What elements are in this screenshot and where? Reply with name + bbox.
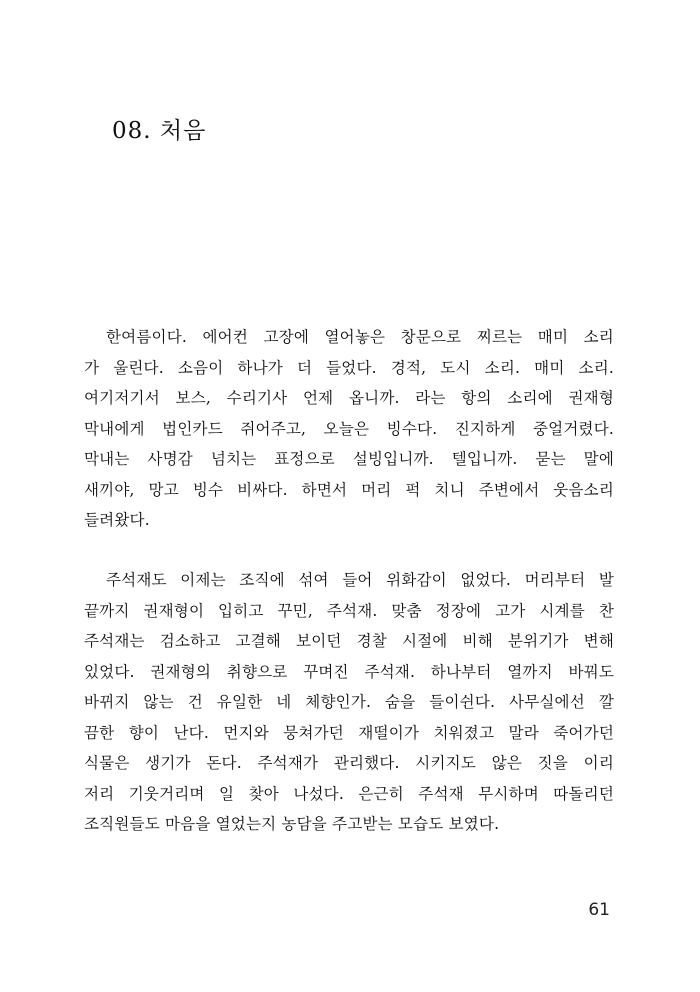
text-line: 바뀌지 않는 건 유일한 네 체향인가. 숨을 들이쉰다. 사무실에선 깔 xyxy=(84,693,614,711)
text-line: 막내는 사명감 넘치는 표정으로 설빙입니까. 텔입니까. 묻는 말에 xyxy=(84,450,614,468)
text-line: 식물은 생기가 돈다. 주석재가 관리했다. 시키지도 않은 짓을 이리 xyxy=(84,754,614,772)
chapter-title: 08. 처음 xyxy=(112,118,207,144)
text-line: 끝까지 권재형이 입히고 꾸민, 주석재. 맞춤 정장에 고가 시계를 찬 xyxy=(84,601,614,620)
text-line: 주석재도 이제는 조직에 섞여 들어 위화감이 없었다. 머리부터 발 xyxy=(106,571,614,589)
text-line: 있었다. 권재형의 취향으로 꾸며진 주석재. 하나부터 열까지 바꿔도 xyxy=(84,662,614,681)
text-line: 가 울린다. 소음이 하나가 더 들었다. 경적, 도시 소리. 매미 소리. xyxy=(84,358,614,377)
text-line: 막내에게 법인카드 쥐어주고, 오늘은 빙수다. 진지하게 중얼거렸다. xyxy=(84,419,614,438)
text-line: 들려왔다. xyxy=(84,511,150,529)
text-line: 저리 기웃거리며 일 찾아 나섰다. 은근히 주석재 무시하며 따돌리던 xyxy=(84,784,614,803)
text-line: 주석재는 검소하고 고결해 보이던 경찰 시절에 비해 분위기가 변해 xyxy=(84,632,614,650)
page-number: 61 xyxy=(588,900,610,920)
text-line: 한여름이다. 에어컨 고장에 열어놓은 창문으로 찌르는 매미 소리 xyxy=(106,328,614,346)
paragraph-1 xyxy=(84,322,614,536)
text-line: 새끼야, 망고 빙수 비싸다. 하면서 머리 퍽 치니 주변에서 웃음소리 xyxy=(84,480,614,499)
paragraph-2 xyxy=(84,565,614,840)
text-line: 끔한 향이 난다. 먼지와 뭉쳐가던 재떨이가 치워졌고 말라 죽어가던 xyxy=(84,723,614,742)
text-line: 여기저기서 보스, 수리기사 언제 옵니까. 라는 항의 소리에 권재형 xyxy=(84,389,614,407)
text-line: 조직원들도 마음을 열었는지 농담을 주고받는 모습도 보였다. xyxy=(84,815,500,833)
